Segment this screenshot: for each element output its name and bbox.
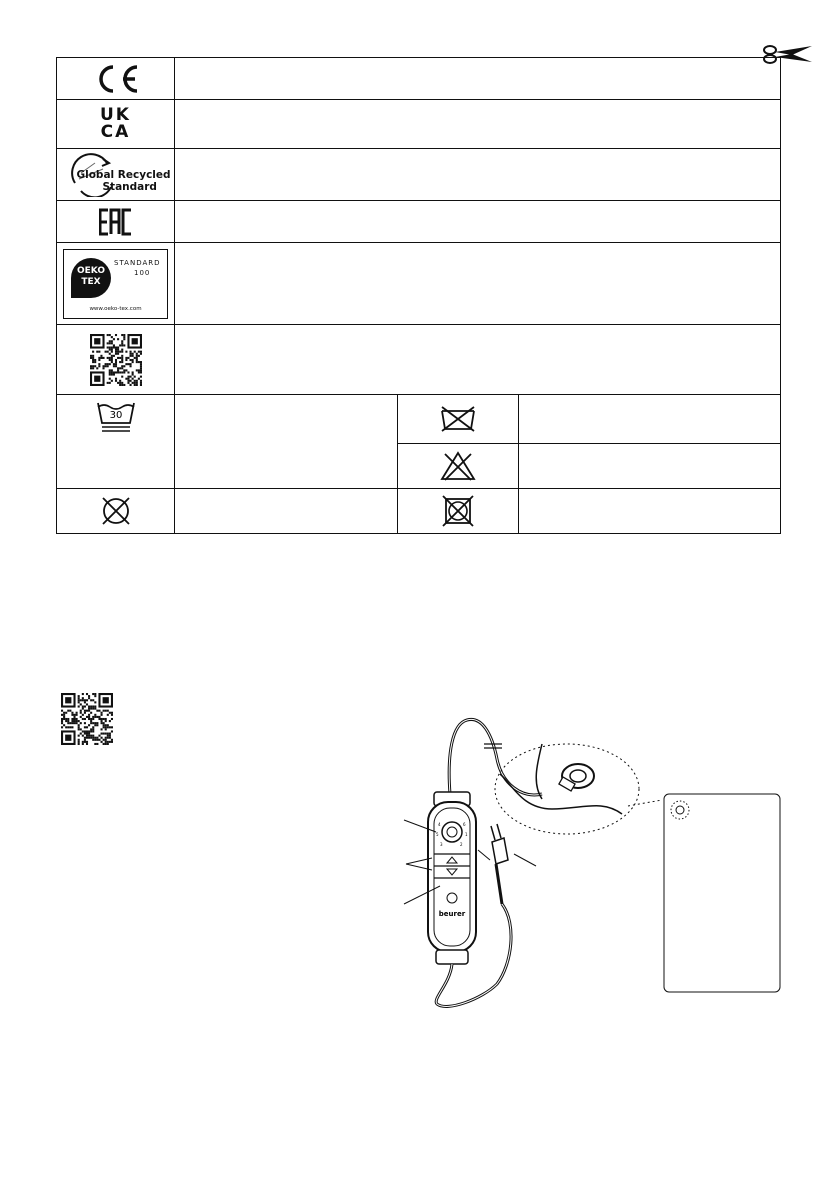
eac-description (175, 201, 781, 243)
no-dry-cleaning-box-icon (441, 494, 475, 528)
grs-line2: Standard (102, 180, 157, 193)
no-bleach-icon (439, 450, 477, 482)
svg-text:2: 2 (460, 842, 463, 847)
oeko-standard-line1: STANDARD (114, 258, 161, 267)
product-illustration (392, 714, 792, 1014)
grs-description (175, 149, 781, 201)
controller-brand: beurer (438, 910, 466, 918)
no-bleach-cell (398, 444, 519, 489)
symbols-table (56, 57, 781, 534)
ukca-cell (57, 100, 175, 149)
eac-mark-icon (99, 208, 133, 236)
svg-text:1: 1 (465, 832, 468, 837)
eac-cell (57, 201, 175, 243)
oeko-url: www.oeko-tex.com (89, 305, 142, 312)
svg-text:3: 3 (440, 842, 443, 847)
ukca-mark-icon (57, 107, 174, 141)
wash-cell (57, 395, 175, 489)
no-tumble-dry-icon (439, 405, 477, 433)
no-bleach-description (519, 444, 781, 489)
oeko-description (175, 243, 781, 325)
no-dry-cell (398, 395, 519, 444)
oeko-standard-line2: 100 (134, 268, 151, 277)
ce-description (175, 58, 781, 100)
oeko-tex-icon (63, 249, 168, 319)
grs-cell (57, 149, 175, 201)
oeko-logo-line2: TEX (81, 276, 101, 287)
wash-temp: 30 (109, 410, 122, 421)
no-dryclean-cell (57, 489, 175, 534)
no-dry-clean-icon (99, 495, 133, 527)
grs-line1: Global Recycled (76, 168, 171, 181)
qr-code-icon (61, 693, 113, 745)
no-dryclean-description (175, 489, 398, 534)
no-drycleaner-description (519, 489, 781, 534)
ce-cell (57, 58, 175, 100)
ukca-line2: CA (100, 122, 131, 142)
ukca-description (175, 100, 781, 149)
svg-text:4: 4 (438, 822, 441, 827)
oeko-cell (57, 243, 175, 325)
global-recycled-standard-icon (63, 153, 169, 197)
wash-description (175, 395, 398, 489)
wash-30-icon (96, 401, 136, 435)
svg-text:5: 5 (436, 832, 439, 837)
no-drycleaner-cell (398, 489, 519, 534)
qr-code-icon (90, 334, 142, 386)
ce-mark-icon (91, 63, 141, 95)
svg-text:6: 6 (463, 822, 466, 827)
qr-cell (57, 325, 175, 395)
qr-description (175, 325, 781, 395)
ukca-line1: UK (100, 105, 131, 125)
no-dry-description (519, 395, 781, 444)
oeko-logo-line1: OEKO (76, 265, 106, 276)
